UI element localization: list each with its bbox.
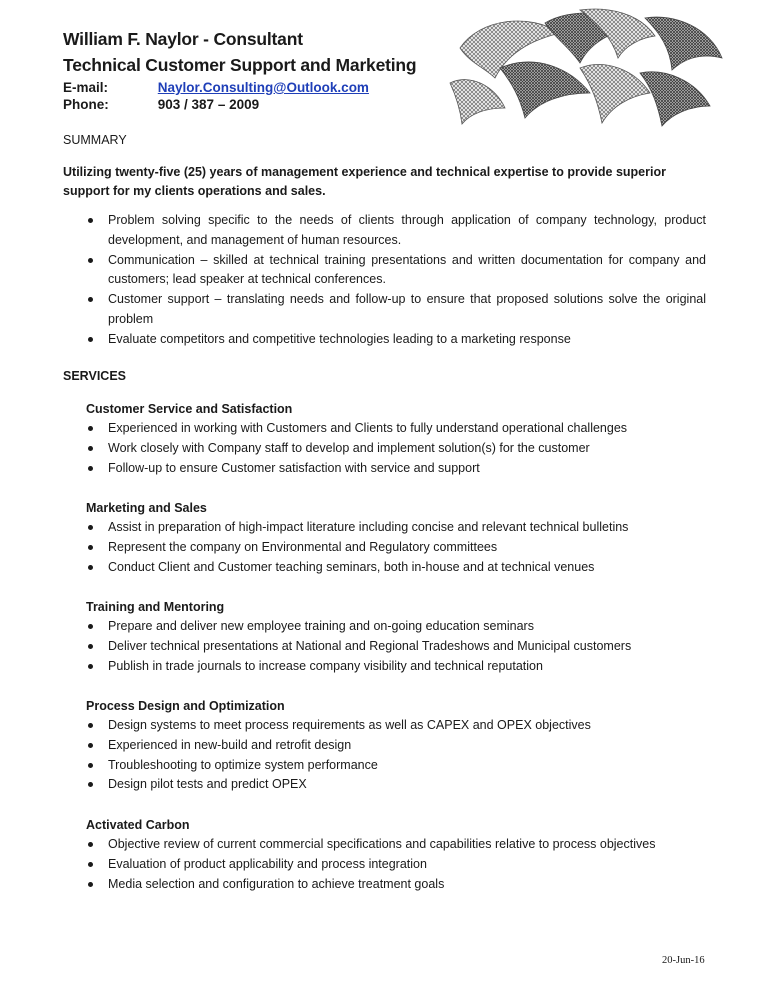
bullet-icon <box>88 258 93 263</box>
list-item: Media selection and configuration to achieve treatment goals <box>86 875 726 895</box>
bullet-icon <box>88 525 93 530</box>
list-item: Publish in trade journals to increase company visibility and technical reputation <box>86 657 726 677</box>
list-item: Follow-up to ensure Customer satisfaction with service and support <box>86 459 726 479</box>
email-row <box>63 80 369 95</box>
service-group-marketing-sales <box>86 498 726 577</box>
bullet-icon <box>88 545 93 550</box>
list-item: Experienced in working with Customers and Clients to fully understand operational challenges <box>86 419 726 439</box>
summary-bullets <box>86 211 706 350</box>
list-item: Troubleshooting to optimize system performance <box>86 756 726 776</box>
bullet-icon <box>88 862 93 867</box>
mesh-ribbons-graphic <box>440 8 730 128</box>
service-group-title: Training and Mentoring <box>86 600 225 614</box>
list-item: Objective review of current commercial specifications and capabilities relative to process objectives <box>86 835 726 855</box>
service-group-training-mentoring <box>86 597 726 676</box>
email-link[interactable]: Naylor.Consulting@Outlook.com <box>157 80 369 95</box>
summary-intro: Utilizing twenty-five (25) years of management experience and technical expertise to provide superior support for my clients operations and sales. <box>63 165 666 198</box>
bullet-icon <box>88 882 93 887</box>
footer-date: 20-Jun-16 <box>662 955 705 966</box>
phone-row <box>63 97 259 112</box>
service-group-title: Marketing and Sales <box>86 501 207 515</box>
list-item: Evaluate competitors and competitive technologies leading to a marketing response <box>86 330 706 350</box>
bullet-icon <box>88 842 93 847</box>
list-item: Experienced in new-build and retrofit design <box>86 736 726 756</box>
bullet-icon <box>88 624 93 629</box>
phone-label: Phone: <box>63 97 109 112</box>
bullet-icon <box>88 337 93 342</box>
email-label: E-mail: <box>63 80 109 95</box>
list-item: Prepare and deliver new employee training and on-going education seminars <box>86 617 726 637</box>
services-heading: SERVICES <box>63 369 126 383</box>
bullet-icon <box>88 763 93 768</box>
bullet-icon <box>88 664 93 669</box>
phone-value: 903 / 387 – 2009 <box>157 97 260 112</box>
bullet-icon <box>88 446 93 451</box>
list-item: Deliver technical presentations at National and Regional Tradeshows and Municipal customers <box>86 637 726 657</box>
bullet-icon <box>88 723 93 728</box>
service-group-customer-service <box>86 399 726 478</box>
bullet-icon <box>88 297 93 302</box>
list-item: Conduct Client and Customer teaching seminars, both in-house and at technical venues <box>86 558 726 578</box>
list-item: Evaluation of product applicability and process integration <box>86 855 726 875</box>
bullet-icon <box>88 782 93 787</box>
service-group-title: Customer Service and Satisfaction <box>86 402 293 416</box>
list-item: Problem solving specific to the needs of clients through application of company technology, product development, and management of human resources. <box>86 211 706 250</box>
list-item: Work closely with Company staff to develop and implement solution(s) for the customer <box>86 439 726 459</box>
list-item: Communication – skilled at technical training presentations and written documentation for company and customers; lead speaker at technical conferences. <box>86 251 706 290</box>
service-group-process-design <box>86 696 726 795</box>
bullet-icon <box>88 218 93 223</box>
bullet-icon <box>88 743 93 748</box>
bullet-icon <box>88 565 93 570</box>
title-heading: Technical Customer Support and Marketing <box>63 55 417 75</box>
service-group-activated-carbon <box>86 815 726 894</box>
list-item: Design pilot tests and predict OPEX <box>86 775 726 795</box>
service-group-title: Activated Carbon <box>86 818 190 832</box>
list-item: Assist in preparation of high-impact literature including concise and relevant technical bulletins <box>86 518 726 538</box>
list-item: Design systems to meet process requirements as well as CAPEX and OPEX objectives <box>86 716 726 736</box>
name-heading: William F. Naylor - Consultant <box>63 29 303 49</box>
service-group-title: Process Design and Optimization <box>86 699 285 713</box>
list-item: Represent the company on Environmental and Regulatory committees <box>86 538 726 558</box>
bullet-icon <box>88 426 93 431</box>
bullet-icon <box>88 644 93 649</box>
bullet-icon <box>88 466 93 471</box>
list-item: Customer support – translating needs and follow-up to ensure that proposed solutions solve the original problem <box>86 290 706 329</box>
summary-heading: SUMMARY <box>63 133 127 147</box>
